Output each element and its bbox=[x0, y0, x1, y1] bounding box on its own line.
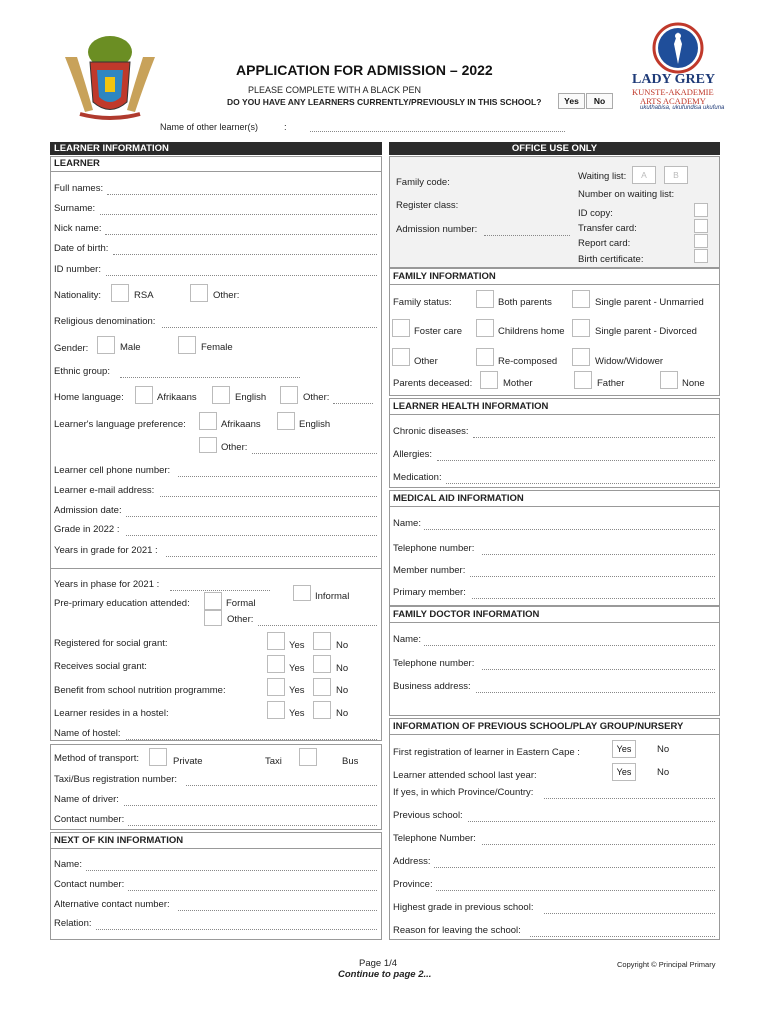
waiting-list-label: Waiting list: bbox=[578, 171, 627, 182]
school-name: LADY GREY bbox=[632, 72, 716, 87]
home-afrikaans-checkbox[interactable] bbox=[135, 386, 153, 404]
chronic-field[interactable] bbox=[473, 437, 715, 438]
report-card-checkbox[interactable] bbox=[694, 234, 708, 248]
admission-number-label: Admission number: bbox=[396, 224, 478, 235]
informal-checkbox[interactable] bbox=[293, 585, 311, 601]
primary-member-label: Primary member: bbox=[393, 587, 466, 598]
lang-pref-label: Learner's language preference: bbox=[54, 419, 186, 430]
school-sub1: KUNSTE-AKADEMIE bbox=[632, 87, 714, 97]
prev-school-field[interactable] bbox=[468, 821, 715, 822]
prev-province-field[interactable] bbox=[436, 890, 715, 891]
medical-telephone-field[interactable] bbox=[482, 554, 715, 555]
continue-text: Continue to page 2... bbox=[338, 969, 432, 980]
ethnic-field[interactable] bbox=[120, 377, 300, 378]
gender-label: Gender: bbox=[54, 343, 89, 354]
member-number-field[interactable] bbox=[470, 576, 715, 577]
rsa-checkbox[interactable] bbox=[111, 284, 129, 302]
divider bbox=[389, 414, 720, 415]
deceased-label: Parents deceased: bbox=[393, 378, 473, 389]
home-other-label: Other: bbox=[303, 392, 330, 403]
kin-relation-field[interactable] bbox=[96, 929, 377, 930]
private-label: Private bbox=[173, 756, 203, 767]
first-reg-yes-label: Yes bbox=[616, 744, 632, 754]
private-checkbox[interactable] bbox=[149, 748, 167, 766]
divider bbox=[389, 284, 720, 285]
doctor-telephone-field[interactable] bbox=[482, 669, 715, 670]
number-waiting-label: Number on waiting list: bbox=[578, 189, 675, 200]
home-other-field[interactable] bbox=[333, 403, 373, 404]
prev-telephone-label: Telephone Number: bbox=[393, 833, 476, 844]
email-label: Learner e-mail address: bbox=[54, 485, 155, 496]
grant-reg-no-checkbox[interactable] bbox=[313, 632, 331, 650]
admission-date-field[interactable] bbox=[126, 516, 377, 517]
medication-label: Medication: bbox=[393, 472, 442, 483]
chronic-label: Chronic diseases: bbox=[393, 426, 469, 437]
other-learner-colon: : bbox=[284, 122, 287, 133]
single-divorced-checkbox[interactable] bbox=[572, 319, 590, 337]
page-number: Page 1/4 bbox=[359, 958, 398, 969]
prev-address-field[interactable] bbox=[434, 867, 715, 868]
waiting-b-box[interactable] bbox=[664, 166, 688, 184]
first-reg-label: First registration of learner in Eastern Cape : bbox=[393, 747, 580, 758]
years-grade-label: Years in grade for 2021 : bbox=[54, 545, 158, 556]
home-language-label: Home language: bbox=[54, 392, 124, 403]
hostel-name-field[interactable] bbox=[126, 739, 377, 740]
id-copy-label: ID copy: bbox=[578, 208, 613, 219]
grant-rec-yes-label: Yes bbox=[289, 663, 305, 674]
coat-of-arms-logo bbox=[55, 22, 165, 122]
transport-contact-label: Contact number: bbox=[54, 814, 125, 825]
pref-other-checkbox[interactable] bbox=[199, 437, 217, 453]
kin-header: NEXT OF KIN INFORMATION bbox=[54, 835, 184, 846]
mother-label: Mother bbox=[503, 378, 533, 389]
rsa-label: RSA bbox=[134, 290, 154, 301]
kin-name-label: Name: bbox=[54, 859, 82, 870]
formal-label: Formal bbox=[226, 598, 256, 609]
divider bbox=[50, 171, 382, 172]
informal-label: Informal bbox=[315, 591, 350, 602]
female-checkbox[interactable] bbox=[178, 336, 196, 354]
id-number-label: ID number: bbox=[54, 264, 101, 275]
medication-field[interactable] bbox=[446, 483, 715, 484]
id-number-field[interactable] bbox=[106, 275, 377, 276]
doctor-address-label: Business address: bbox=[393, 681, 471, 692]
email-field[interactable] bbox=[160, 496, 377, 497]
waiting-b-label: B bbox=[673, 170, 679, 180]
pref-afrikaans-label: Afrikaans bbox=[221, 419, 261, 430]
reg-number-field[interactable] bbox=[186, 785, 377, 786]
if-yes-field[interactable] bbox=[544, 798, 715, 799]
transfer-card-checkbox[interactable] bbox=[694, 219, 708, 233]
transport-contact-field[interactable] bbox=[128, 825, 377, 826]
home-english-checkbox[interactable] bbox=[212, 386, 230, 404]
grant-reg-yes-label: Yes bbox=[289, 640, 305, 651]
transport-label: Method of transport: bbox=[54, 753, 140, 764]
both-parents-label: Both parents bbox=[498, 297, 552, 308]
prev-province-label: Province: bbox=[393, 879, 433, 890]
school-motto: ukuthabisa, ukufundisa ukufuna bbox=[640, 105, 725, 111]
doctor-header: FAMILY DOCTOR INFORMATION bbox=[393, 609, 540, 620]
other-learner-field[interactable] bbox=[310, 131, 565, 132]
single-divorced-label: Single parent - Divorced bbox=[595, 326, 697, 337]
hostel-name-label: Name of hostel: bbox=[54, 728, 121, 739]
kin-alt-contact-label: Alternative contact number: bbox=[54, 899, 170, 910]
kin-contact-field[interactable] bbox=[128, 890, 377, 891]
ethnic-label: Ethnic group: bbox=[54, 366, 110, 377]
recomposed-checkbox[interactable] bbox=[476, 348, 494, 366]
driver-label: Name of driver: bbox=[54, 794, 119, 805]
widow-checkbox[interactable] bbox=[572, 348, 590, 366]
family-other-checkbox[interactable] bbox=[392, 348, 410, 366]
school-sub2: ARTS ACADEMY bbox=[640, 96, 706, 106]
female-label: Female bbox=[201, 342, 233, 353]
pref-other-field[interactable] bbox=[252, 453, 377, 454]
birth-cert-checkbox[interactable] bbox=[694, 249, 708, 263]
if-yes-label: If yes, in which Province/Country: bbox=[393, 787, 534, 798]
home-afrikaans-label: Afrikaans bbox=[157, 392, 197, 403]
grant-rec-no-label: No bbox=[336, 663, 349, 674]
register-class-label: Register class: bbox=[396, 200, 459, 211]
primary-member-field[interactable] bbox=[472, 598, 715, 599]
recomposed-label: Re-composed bbox=[498, 356, 558, 367]
medical-aid-header: MEDICAL AID INFORMATION bbox=[393, 493, 524, 504]
taxi-checkbox[interactable] bbox=[299, 748, 317, 766]
doctor-name-label: Name: bbox=[393, 634, 421, 645]
birth-cert-label: Birth certificate: bbox=[578, 254, 644, 265]
religious-field[interactable] bbox=[162, 327, 377, 328]
family-status-label: Family status: bbox=[393, 297, 452, 308]
id-copy-checkbox[interactable] bbox=[694, 203, 708, 217]
nationality-label: Nationality: bbox=[54, 290, 101, 301]
surname-field[interactable] bbox=[100, 214, 377, 215]
hostel-no-label: No bbox=[336, 708, 349, 719]
father-checkbox[interactable] bbox=[574, 371, 592, 389]
first-reg-no-label: No bbox=[657, 744, 670, 755]
school-logo bbox=[648, 22, 708, 74]
waiting-a-box[interactable] bbox=[632, 166, 656, 184]
widow-label: Widow/Widower bbox=[595, 356, 664, 367]
reason-label: Reason for leaving the school: bbox=[393, 925, 521, 936]
male-label: Male bbox=[120, 342, 141, 353]
none-checkbox[interactable] bbox=[660, 371, 678, 389]
driver-field[interactable] bbox=[124, 805, 377, 806]
formal-checkbox[interactable] bbox=[204, 592, 222, 610]
kin-relation-label: Relation: bbox=[54, 918, 92, 929]
grant-reg-no-label: No bbox=[336, 640, 349, 651]
pref-english-checkbox[interactable] bbox=[277, 412, 295, 430]
years-phase-label: Years in phase for 2021 : bbox=[54, 579, 160, 590]
pref-afrikaans-checkbox[interactable] bbox=[199, 412, 217, 430]
nick-name-label: Nick name: bbox=[54, 223, 102, 234]
doctor-telephone-label: Telephone number: bbox=[393, 658, 475, 669]
doctor-address-field[interactable] bbox=[476, 692, 715, 693]
medical-name-label: Name: bbox=[393, 518, 421, 529]
copyright-text: Copyright © Principal Primary bbox=[617, 960, 716, 969]
learners-question: DO YOU HAVE ANY LEARNERS CURRENTLY/PREVIOUSLY IN THIS SCHOOL? bbox=[227, 97, 542, 107]
religious-label: Religious denomination: bbox=[54, 316, 156, 327]
prev-address-label: Address: bbox=[393, 856, 431, 867]
foster-label: Foster care bbox=[414, 326, 463, 337]
hostel-label: Learner resides in a hostel: bbox=[54, 708, 169, 719]
allergies-label: Allergies: bbox=[393, 449, 433, 460]
highest-grade-label: Highest grade in previous school: bbox=[393, 902, 534, 913]
divider bbox=[389, 734, 720, 735]
years-grade-field[interactable] bbox=[166, 556, 377, 557]
kin-name-field[interactable] bbox=[86, 870, 377, 871]
divider bbox=[50, 568, 382, 569]
kin-contact-label: Contact number: bbox=[54, 879, 125, 890]
first-reg-yes-box[interactable] bbox=[612, 740, 636, 758]
health-header: LEARNER HEALTH INFORMATION bbox=[393, 401, 549, 412]
nutrition-yes-label: Yes bbox=[289, 685, 305, 696]
admission-number-field[interactable] bbox=[484, 235, 570, 236]
medical-telephone-label: Telephone number: bbox=[393, 543, 475, 554]
nutrition-no-checkbox[interactable] bbox=[313, 678, 331, 696]
attended-yes-box[interactable] bbox=[612, 763, 636, 781]
grade-field[interactable] bbox=[126, 535, 377, 536]
nutrition-label: Benefit from school nutrition programme: bbox=[54, 685, 226, 696]
attended-no-label: No bbox=[657, 767, 670, 778]
divider bbox=[389, 622, 720, 623]
preprimary-label: Pre-primary education attended: bbox=[54, 598, 190, 609]
attended-label: Learner attended school last year: bbox=[393, 770, 537, 781]
grant-reg-yes-checkbox[interactable] bbox=[267, 632, 285, 650]
instruction-text: PLEASE COMPLETE WITH A BLACK PEN bbox=[248, 85, 422, 95]
attended-yes-label: Yes bbox=[616, 767, 632, 777]
grant-rec-label: Receives social grant: bbox=[54, 661, 147, 672]
waiting-a-label: A bbox=[641, 170, 647, 180]
years-phase-field[interactable] bbox=[170, 590, 270, 591]
surname-label: Surname: bbox=[54, 203, 96, 214]
nationality-other-label: Other: bbox=[213, 290, 240, 301]
dob-field[interactable] bbox=[113, 254, 377, 255]
mother-checkbox[interactable] bbox=[480, 371, 498, 389]
office-bar-label: OFFICE USE ONLY bbox=[511, 143, 598, 154]
childrens-home-label: Childrens home bbox=[498, 326, 565, 337]
bus-label: Bus bbox=[342, 756, 359, 767]
grant-rec-no-checkbox[interactable] bbox=[313, 655, 331, 673]
hostel-yes-label: Yes bbox=[289, 708, 305, 719]
divider bbox=[389, 506, 720, 507]
kin-alt-contact-field[interactable] bbox=[178, 910, 377, 911]
transfer-card-label: Transfer card: bbox=[578, 223, 637, 234]
learner-subheader: LEARNER bbox=[54, 158, 100, 169]
member-number-label: Member number: bbox=[393, 565, 466, 576]
dob-label: Date of birth: bbox=[54, 243, 109, 254]
full-names-field[interactable] bbox=[107, 194, 377, 195]
father-label: Father bbox=[597, 378, 625, 389]
full-names-label: Full names: bbox=[54, 183, 104, 194]
nick-name-field[interactable] bbox=[105, 234, 377, 235]
male-checkbox[interactable] bbox=[97, 336, 115, 354]
family-header: FAMILY INFORMATION bbox=[393, 271, 496, 282]
highest-grade-field[interactable] bbox=[544, 913, 715, 914]
single-unmarried-label: Single parent - Unmarried bbox=[595, 297, 704, 308]
cell-label: Learner cell phone number: bbox=[54, 465, 171, 476]
allergies-field[interactable] bbox=[437, 460, 715, 461]
grade-label: Grade in 2022 : bbox=[54, 524, 120, 535]
yes-button[interactable]: Yes bbox=[558, 93, 585, 109]
office-bar bbox=[389, 142, 720, 155]
pref-other-label: Other: bbox=[221, 442, 248, 453]
family-other-label: Other bbox=[414, 356, 438, 367]
page-title: APPLICATION FOR ADMISSION – 2022 bbox=[236, 62, 493, 78]
none-label: None bbox=[682, 378, 705, 389]
pref-english-label: English bbox=[299, 419, 331, 430]
report-card-label: Report card: bbox=[578, 238, 631, 249]
cell-field[interactable] bbox=[178, 476, 377, 477]
single-unmarried-checkbox[interactable] bbox=[572, 290, 590, 308]
both-parents-checkbox[interactable] bbox=[476, 290, 494, 308]
medical-name-field[interactable] bbox=[424, 529, 715, 530]
family-code-label: Family code: bbox=[396, 177, 450, 188]
nutrition-yes-checkbox[interactable] bbox=[267, 678, 285, 696]
prev-telephone-field[interactable] bbox=[482, 844, 715, 845]
home-english-label: English bbox=[235, 392, 267, 403]
reason-field[interactable] bbox=[530, 936, 715, 937]
admission-date-label: Admission date: bbox=[54, 505, 122, 516]
preprimary-other-field[interactable] bbox=[258, 625, 377, 626]
hostel-yes-checkbox[interactable] bbox=[267, 701, 285, 719]
no-button[interactable]: No bbox=[586, 93, 613, 109]
childrens-home-checkbox[interactable] bbox=[476, 319, 494, 337]
preprimary-other-label: Other: bbox=[227, 614, 254, 625]
doctor-name-field[interactable] bbox=[424, 645, 715, 646]
foster-checkbox[interactable] bbox=[392, 319, 410, 337]
hostel-no-checkbox[interactable] bbox=[313, 701, 331, 719]
home-other-checkbox[interactable] bbox=[280, 386, 298, 404]
learner-info-bar: LEARNER INFORMATION bbox=[50, 142, 382, 155]
nationality-other-checkbox[interactable] bbox=[190, 284, 208, 302]
reg-number-label: Taxi/Bus registration number: bbox=[54, 774, 178, 785]
prev-school-label: Previous school: bbox=[393, 810, 463, 821]
grant-reg-label: Registered for social grant: bbox=[54, 638, 168, 649]
grant-rec-yes-checkbox[interactable] bbox=[267, 655, 285, 673]
nutrition-no-label: No bbox=[336, 685, 349, 696]
divider bbox=[50, 848, 382, 849]
preprimary-other-checkbox[interactable] bbox=[204, 610, 222, 626]
other-learner-label: Name of other learner(s) bbox=[160, 122, 259, 132]
taxi-label: Taxi bbox=[265, 756, 282, 767]
previous-header: INFORMATION OF PREVIOUS SCHOOL/PLAY GROUP/NURSERY bbox=[393, 721, 684, 732]
